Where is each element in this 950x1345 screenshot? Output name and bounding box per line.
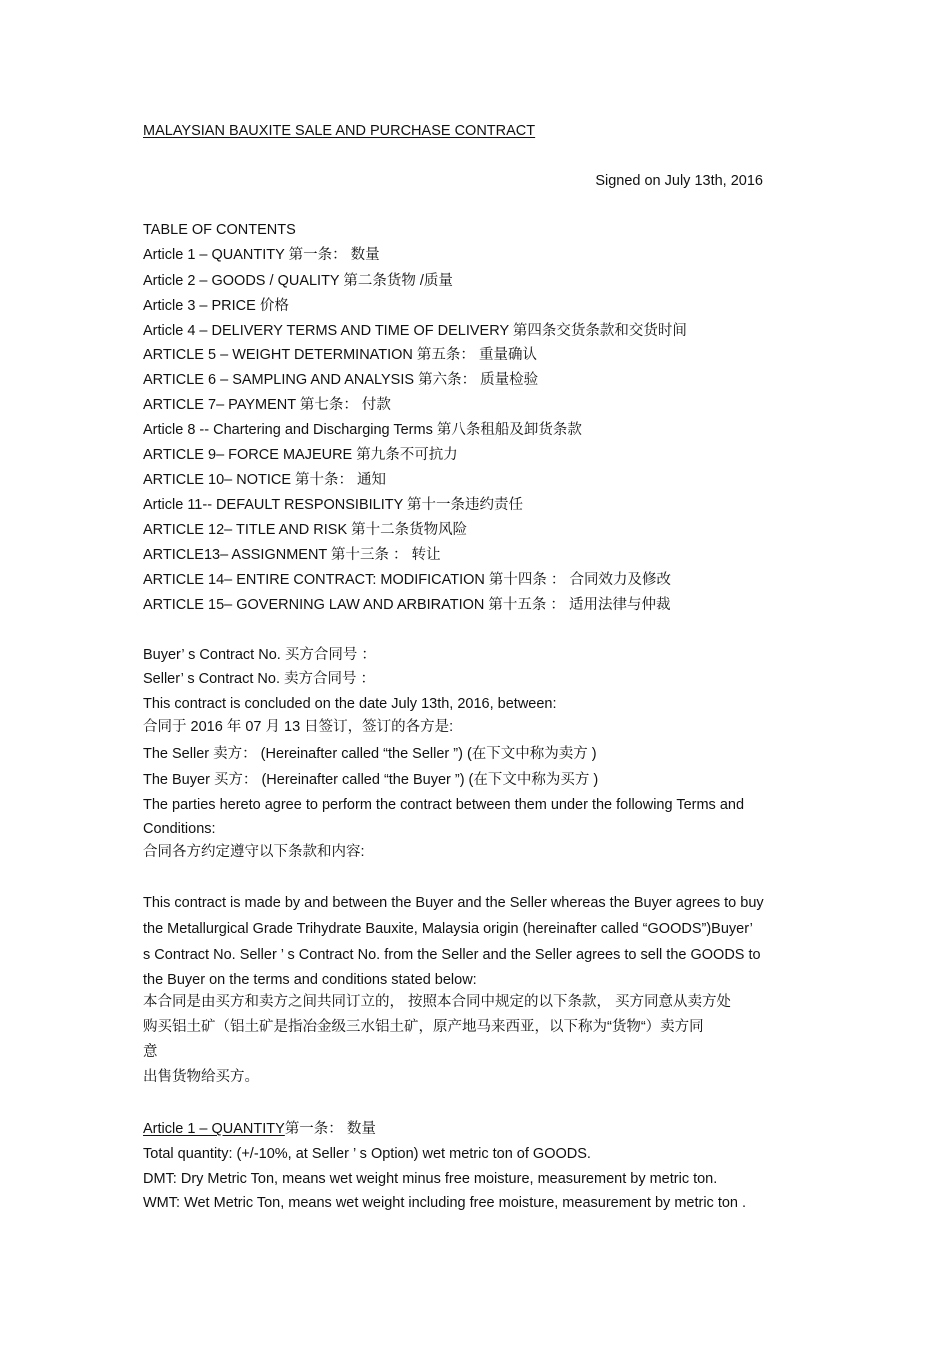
article-1-heading-cn: 第一条： 数量: [284, 1121, 376, 1137]
toc-item: ARTICLE13– ASSIGNMENT 第十三条 ： 转让: [143, 547, 441, 563]
agreement-text: Conditions:: [143, 821, 216, 837]
article-1-total: Total quantity: (+/-10%, at Seller ’ s Option) wet metric ton of GOODS.: [143, 1146, 591, 1162]
contract-paragraph-cn: 意: [143, 1044, 158, 1060]
toc-item: ARTICLE 6 – SAMPLING AND ANALYSIS 第六条： 质量检验: [143, 372, 539, 388]
buyer-contract-no: Buyer’ s Contract No. 买方合同号 ：: [143, 647, 376, 663]
toc-item: ARTICLE 12– TITLE AND RISK 第十二条货物风险: [143, 522, 468, 538]
contract-paragraph-cn: 本合同是由买方和卖方之间共同订立的， 按照本合同中规定的以下条款， 买方同意从卖方处: [143, 994, 732, 1010]
contract-paragraph: the Metallurgical Grade Trihydrate Bauxite, Malaysia origin (hereinafter called “GOODS”)Buyer’: [143, 921, 753, 937]
agreement-text: The parties hereto agree to perform the contract between them under the following Terms and: [143, 797, 745, 813]
toc-item: Article 3 – PRICE 价格: [143, 298, 289, 314]
contract-title: MALAYSIAN BAUXITE SALE AND PURCHASE CONTRACT: [143, 123, 536, 139]
toc-item: ARTICLE 5 – WEIGHT DETERMINATION 第五条： 重量确认: [143, 347, 537, 363]
article-1-heading: [143, 1122, 376, 1137]
toc-item: ARTICLE 7– PAYMENT 第七条： 付款: [143, 397, 391, 413]
contract-paragraph: s Contract No. Seller ’ s Contract No. from the Seller and the Seller agrees to sell the GOODS to: [143, 947, 761, 963]
toc-item: Article 2 – GOODS / QUALITY 第二条货物 /质量: [143, 273, 453, 289]
article-1-dmt: DMT: Dry Metric Ton, means wet weight minus free moisture, measurement by metric ton.: [143, 1171, 718, 1187]
buyer-party: The Buyer 买方： (Hereinafter called “the Buyer ”) (在下文中称为买方 ): [143, 772, 599, 788]
contract-paragraph: the Buyer on the terms and conditions stated below:: [143, 972, 477, 988]
toc-item: ARTICLE 10– NOTICE 第十条： 通知: [143, 472, 387, 488]
toc-item: ARTICLE 15– GOVERNING LAW AND ARBIRATION 第十五条 ： 适用法律与仲裁: [143, 597, 671, 613]
concluded-text: This contract is concluded on the date July 13th, 2016, between:: [143, 696, 557, 712]
toc-item: Article 1 – QUANTITY 第一条： 数量: [143, 247, 380, 263]
contract-paragraph: This contract is made by and between the Buyer and the Seller whereas the Buyer agrees to buy: [143, 895, 764, 911]
toc-item: Article 11-- DEFAULT RESPONSIBILITY 第十一条违约责任: [143, 497, 524, 513]
article-1-wmt: WMT: Wet Metric Ton, means wet weight including free moisture, measurement by metric ton .: [143, 1195, 747, 1211]
agreement-text-cn: 合同各方约定遵守以下条款和内容:: [143, 844, 365, 860]
concluded-text-cn: 合同于 2016 年 07 月 13 日签订，签订的各方是:: [143, 719, 454, 735]
seller-contract-no: Seller’ s Contract No. 卖方合同号 ：: [143, 671, 376, 687]
toc-item: Article 8 -- Chartering and Discharging Terms 第八条租船及卸货条款: [143, 422, 582, 438]
toc-item: ARTICLE 14– ENTIRE CONTRACT: MODIFICATION 第十四条 ： 合同效力及修改: [143, 572, 671, 588]
seller-party: The Seller 卖方： (Hereinafter called “the Seller ”) (在下文中称为卖方 ): [143, 746, 597, 762]
toc-item: ARTICLE 9– FORCE MAJEURE 第九条不可抗力: [143, 447, 458, 463]
toc-item: Article 4 – DELIVERY TERMS AND TIME OF DELIVERY 第四条交货条款和交货时间: [143, 323, 687, 339]
article-1-heading-en: Article 1 – QUANTITY: [143, 1121, 285, 1137]
contract-paragraph-cn: 购买铝土矿（铝土矿是指冶金级三水铝土矿，原产地马来西亚，以下称为“货物“）卖方同: [143, 1019, 704, 1035]
signed-date: Signed on July 13th, 2016: [595, 173, 763, 189]
contract-paragraph-cn: 出售货物给买方。: [143, 1069, 259, 1085]
toc-heading: TABLE OF CONTENTS: [143, 222, 296, 238]
